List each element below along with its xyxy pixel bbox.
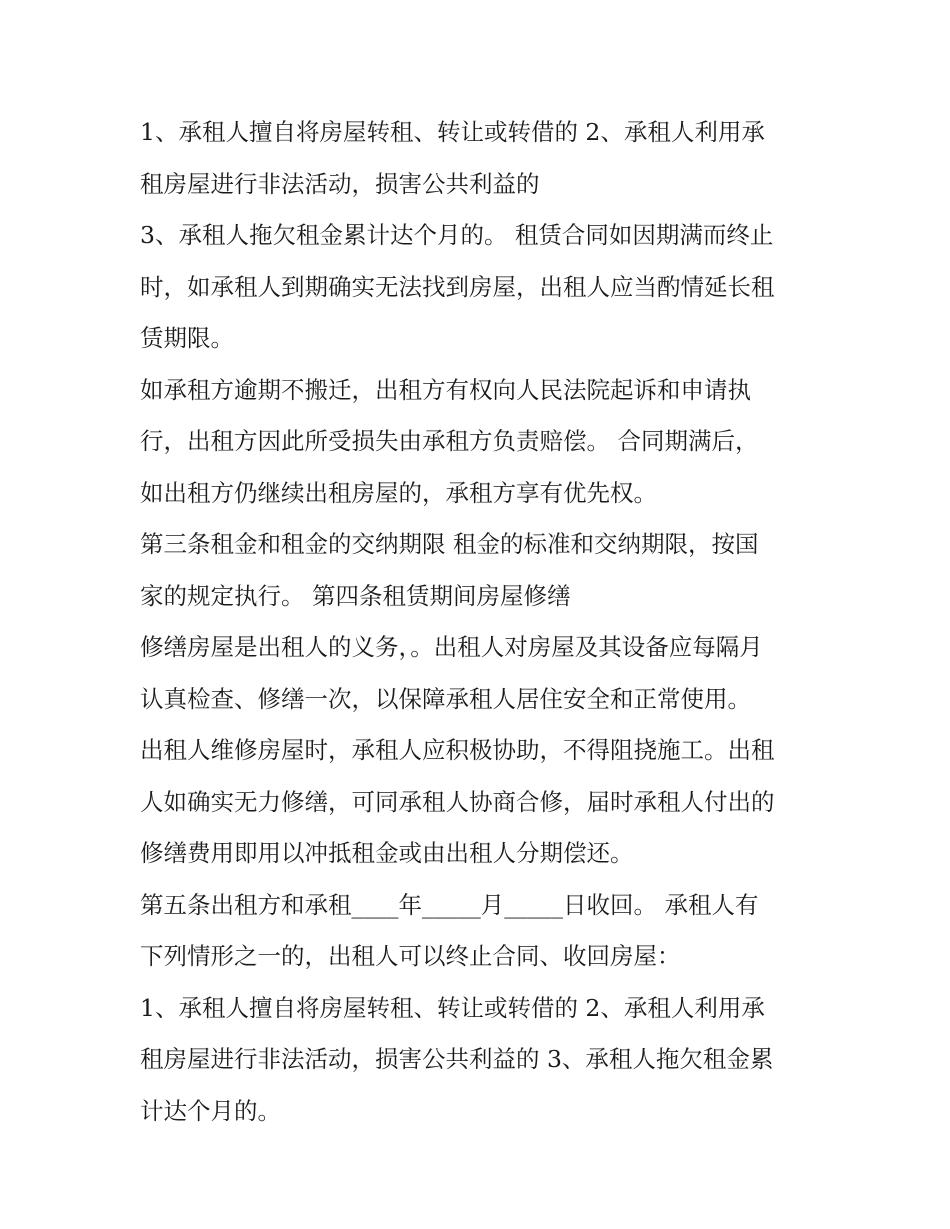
text-line: 人如确实无力修缮，可同承租人协商合修，届时承租人付出的 (140, 787, 775, 816)
text-line: 认真检查、修缮一次，以保障承租人居住安全和正常使用。 (140, 684, 751, 713)
text-line: 如出租方仍继续出租房屋的，承租方享有优先权。 (140, 478, 657, 507)
text-line: 出租人维修房屋时，承租人应积极协助，不得阻挠施工。出租 (140, 736, 775, 764)
text-line: 1、承租人擅自将房屋转租、转让或转借的 2、承租人利用承 (140, 118, 765, 146)
text-line: 租房屋进行非法活动，损害公共利益的 3、承租人拖欠租金累 (140, 1045, 774, 1073)
text-line: 如承租方逾期不搬迁，出租方有权向人民法院起诉和申请执 (140, 375, 751, 404)
text-line: 计达个月的。 (140, 1096, 281, 1125)
text-line: 赁期限。 (140, 324, 234, 352)
text-line: 1、承租人擅自将房屋转租、转让或转借的 2、承租人利用承 (140, 993, 765, 1022)
text-line: 下列情形之一的，出租人可以终止合同、收回房屋： (140, 942, 681, 970)
text-line: 第三条租金和租金的交纳期限 租金的标准和交纳期限，按国 (140, 530, 759, 558)
text-line: 行，出租方因此所受损失由承租方负责赔偿。 合同期满后， (140, 427, 759, 455)
text-line: 租房屋进行非法活动，损害公共利益的 (140, 169, 540, 198)
text-line: 时，如承租人到期确实无法找到房屋，出租人应当酌情延长租 (140, 272, 775, 301)
text-line: 3、承租人拖欠租金累计达个月的。 租赁合同如因期满而终止 (140, 221, 774, 249)
text-line: 修缮费用即用以冲抵租金或由出租人分期偿还。 (140, 839, 634, 867)
text-line: 第五条出租方和承租____年_____月_____日收回。 承租人有 (140, 890, 759, 919)
document-body (140, 110, 820, 1140)
text-line: 家的规定执行。 第四条租赁期间房屋修缮 (140, 581, 571, 610)
text-line: 修缮房屋是出租人的义务，。出租人对房屋及其设备应每隔月 (140, 633, 763, 661)
